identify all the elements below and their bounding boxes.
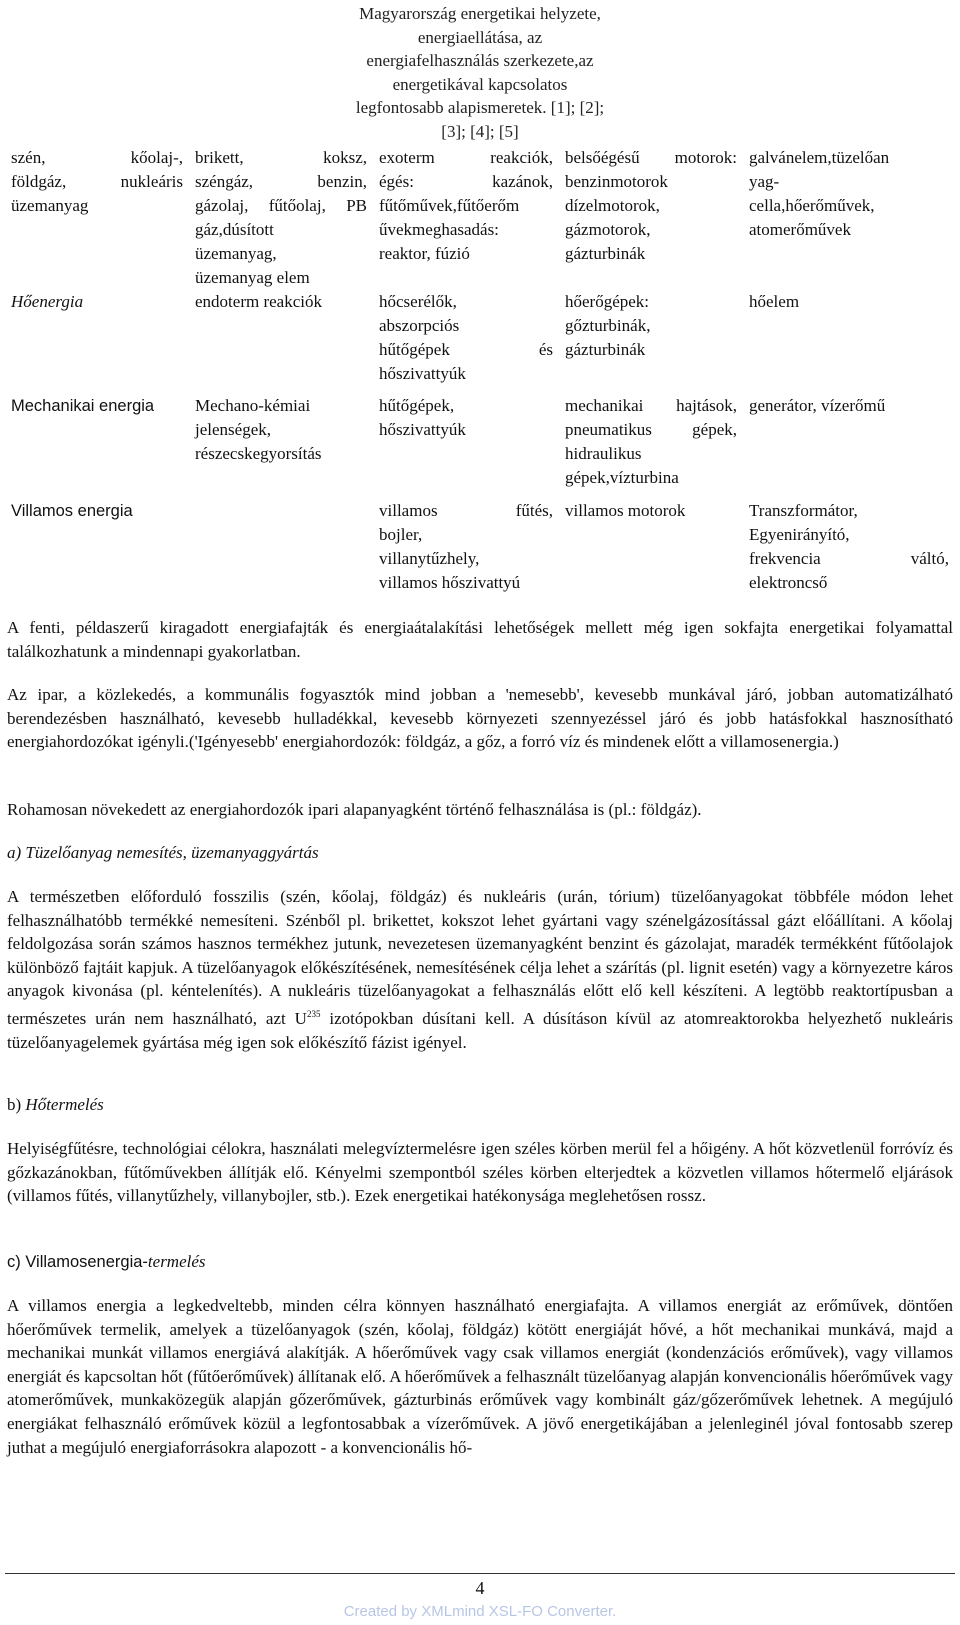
cell-line: dízelmotorok, <box>565 196 660 215</box>
cell-line: gépek,vízturbina <box>565 468 679 487</box>
cell-line: hőelem <box>749 292 800 311</box>
cell-line: hőszivattyúk <box>379 420 466 439</box>
cell-line: mechanikai hajtások, <box>565 396 737 415</box>
table-cell <box>189 146 373 290</box>
page-number: 4 <box>475 1578 485 1598</box>
heading-prefix: c) Villamosenergia- <box>7 1253 148 1271</box>
table-cell <box>373 499 559 599</box>
table-cell <box>5 290 189 394</box>
cell-line: brikett, koksz, <box>195 148 367 167</box>
paragraph <box>7 1137 953 1208</box>
cell-line: pneumatikus gépek, <box>565 420 737 439</box>
table-cell <box>5 499 189 599</box>
cell-line: üzemanyag, <box>195 244 277 263</box>
heading-prefix: b) <box>7 1095 26 1114</box>
table-cell <box>743 499 955 599</box>
footer-divider <box>5 1573 955 1574</box>
section-heading-b <box>7 1093 104 1116</box>
table-cell <box>5 394 189 499</box>
heading-text: termelés <box>147 1252 206 1271</box>
cell-line: jelenségek, <box>195 420 271 439</box>
cell-line: üzemanyag elem <box>195 268 310 287</box>
cell-line: Villamos energia <box>11 502 133 520</box>
table-cell <box>189 394 373 499</box>
cell-line: villanytűzhely, <box>379 549 480 568</box>
cell-line: atomerőművek <box>749 220 851 239</box>
header-line: energiaellátása, az <box>417 27 543 47</box>
paragraph-text: Rohamosan növekedett az energiahordozók ipari alapanyagként történő felhasználása is (pl.: földgáz). <box>7 800 702 819</box>
cell-line: generátor, vízerőmű <box>749 396 886 415</box>
cell-line: galvánelem,tüzelőan <box>749 148 890 167</box>
page-header <box>320 2 640 143</box>
table-cell <box>373 290 559 394</box>
cell-line: égés: kazánok, <box>379 172 553 191</box>
cell-line: részecskegyorsítás <box>195 444 322 463</box>
cell-line: endoterm reakciók <box>195 292 322 311</box>
cell-line: hőszivattyúk <box>379 364 466 383</box>
cell-line: hűtőgépek és <box>379 340 553 359</box>
table-cell <box>5 146 189 290</box>
cell-line: gázturbinák <box>565 340 646 359</box>
table-cell <box>373 146 559 290</box>
table-row <box>5 146 955 290</box>
cell-line: villamos motorok <box>565 501 686 520</box>
paragraph-text: Helyiségfűtésre, technológiai célokra, használati melegvíztermelésre igen széles körben merül fel a hőigény. A hőt közvetlenül forróvíz és gőzkazánokban, fűtőművekben állítják elő. Kényelmi szempontból széles körben elterjedtek a közvetlen villamos hőtermelő eljárások (villamos fűtés, villanytűzhely, villanybojler, stb.). Ezek energetikai hatékonysága meglehetősen rossz. <box>7 1139 953 1206</box>
paragraph-text: A fenti, példaszerű kiragadott energiafajták és energiaátalakítási lehetőségek mellett még igen sokfajta energetikai folyamattal találkozhatunk a mindennapi gyakorlatban. <box>7 618 953 661</box>
cell-line: hűtőgépek, <box>379 396 455 415</box>
cell-line: benzinmotorok <box>565 172 668 191</box>
paragraph <box>7 798 953 822</box>
table-cell <box>559 146 743 290</box>
cell-line: üzemanyag <box>11 196 89 215</box>
section-heading-c <box>7 1250 206 1274</box>
paragraph-text <box>7 885 953 1054</box>
cell-line: cella,hőerőművek, <box>749 196 875 215</box>
cell-line: elektroncső <box>749 573 828 592</box>
table-row <box>5 499 955 599</box>
cell-line: yag- <box>749 172 780 191</box>
table-cell <box>189 290 373 394</box>
cell-line: űvekmeghasadás: <box>379 220 499 239</box>
cell-line: bojler, <box>379 525 423 544</box>
superscript: 235 <box>306 1008 321 1019</box>
table-cell <box>743 394 955 499</box>
paragraph <box>7 616 953 663</box>
table-row <box>5 290 955 394</box>
cell-line: gázmotorok, <box>565 220 651 239</box>
header-line: [3]; [4]; [5] <box>441 121 519 141</box>
cell-line: belsőégésű motorok: <box>565 148 737 167</box>
cell-line: Transzformátor, <box>749 501 858 520</box>
cell-line: Egyenirányító, <box>749 525 850 544</box>
table-cell <box>559 499 743 599</box>
table-cell <box>559 290 743 394</box>
cell-line: hidraulikus <box>565 444 642 463</box>
cell-line: gőzturbinák, <box>565 316 651 335</box>
header-line: Magyarország energetikai helyzete, <box>359 4 601 23</box>
paragraph <box>7 683 953 754</box>
cell-line: gázturbinák <box>565 244 646 263</box>
table-row <box>5 394 955 499</box>
table-cell <box>559 394 743 499</box>
cell-line: földgáz, nukleáris <box>11 172 183 191</box>
paragraph <box>7 1294 953 1459</box>
cell-line: Mechanikai energia <box>11 397 155 415</box>
cell-line: frekvencia váltó, <box>749 549 949 568</box>
paragraph-text: Az ipar, a közlekedés, a kommunális fogyasztók mind jobban a 'nemesebb', kevesebb munkával járó, jobban automatizálható berendezésben használható, kevesebb hulladékkal, kevesebb környezeti szennyezéssel járó és jobb hatásfokkal hasznosítható energiahordozókat igényli.('Igényesebb' energiahordozók: földgáz, a gőz, a forró víz és mindenek előtt a villamosenergia.) <box>7 685 953 752</box>
paragraph <box>7 885 953 1054</box>
cell-line: gáz,dúsított <box>195 220 274 239</box>
cell-line: szén, kőolaj-, <box>11 148 183 167</box>
converter-credit: Created by XMLmind XSL-FO Converter. <box>343 1603 617 1620</box>
text-run: A természetben előforduló fosszilis (szén, kőolaj, földgáz) és nukleáris (urán, tórium) tüzelőanyagokat többféle módon lehet felhasználhatóbb termékké nemesíteni. Szénből pl. brikettet, kokszot lehet gyártani vagy szénelgázosítással gázt előállítani. A kőolaj feldolgozása során számos hasznos termékhez jutunk, nevezetesen üzemanyagként benzint és gázolajat, maradék termékként fűtőolajok különböző fajtáit kapjuk. A tüzelőanyagok előkészítésének, nemesítésének célja lehet a szárítás (pl. lignit esetén) vagy a környezetre káros anyagok kivonása (pl. kéntelenítés). A nukleáris tüzelőanyagokat a felhasználás előtt elő kell készíteni. A legtöbb reaktortípusban a természetes urán nem használható, azt U <box>7 887 953 1028</box>
header-line: energiafelhasználás szerkezete,az <box>366 51 594 70</box>
cell-line: fűtőművek,fűtőerőm <box>379 196 520 215</box>
cell-line: villamos hőszivattyú <box>379 573 521 592</box>
table-cell <box>189 499 373 599</box>
cell-line: exoterm reakciók, <box>379 148 553 167</box>
paragraph-text: A villamos energia a legkedveltebb, minden célra könnyen használható energiafajta. A villamos energiát az erőművek, döntően hőerőművek termelik, amelyek a tüzelőanyagok (szén, kőolaj, földgáz) kötött energiáját hővé, a hőt mechanikai munkává, majd a mechanikai munkát villamos energiává alakítják. A hőerőművek vagy csak villamos energiát (kondenzációs erőművek), vagy villamos energiát és kapcsoltan hőt (fűtőerőművek) állítanak elő. A hőerőművek a felhasznált tüzelőanyag alapján konvencionális hőerőművek vagy atomerőművek, munkaközegük alapján gőzerőművek, gázturbinás erőművek vagy kombinált gáz/gőzerőművek lehetnek. A megújuló energiákat felhasználó erőművek közül a legfontosabbak a vízerőművek. A jövő energetikájában a jelenleginél jóval fontosabb szerep juthat a megújuló energiaforrásokra alapozott - a konvencionális hő- <box>7 1296 953 1457</box>
heading-text: Hőtermelés <box>25 1095 104 1114</box>
table-cell <box>743 290 955 394</box>
energy-conversion-table <box>5 146 955 599</box>
table-cell <box>743 146 955 290</box>
cell-line: reaktor, fúzió <box>379 244 470 263</box>
cell-line: hőerőgépek: <box>565 292 650 311</box>
cell-line: gázolaj, fűtőolaj, PB <box>195 196 367 215</box>
cell-line: Mechano-kémiai <box>195 396 311 415</box>
section-heading-a: a) Tüzelőanyag nemesítés, üzemanyaggyártás <box>7 843 319 862</box>
cell-line: Hőenergia <box>11 292 84 311</box>
cell-line: abszorpciós <box>379 316 460 335</box>
cell-line: széngáz, benzin, <box>195 172 367 191</box>
cell-line: hőcserélők, <box>379 292 457 311</box>
header-line: legfontosabb alapismeretek. [1]; [2]; <box>355 98 605 117</box>
table-cell <box>373 394 559 499</box>
header-line: energetikával kapcsolatos <box>392 74 568 94</box>
text-run: izotópokban dúsítani kell. A dúsításon kívül az atomreaktorokba helyezhető nukleáris tüzelőanyagelemek gyártása még igen sok előkészítő fázist igényel. <box>7 1008 953 1052</box>
cell-line: villamos fűtés, <box>379 501 553 520</box>
